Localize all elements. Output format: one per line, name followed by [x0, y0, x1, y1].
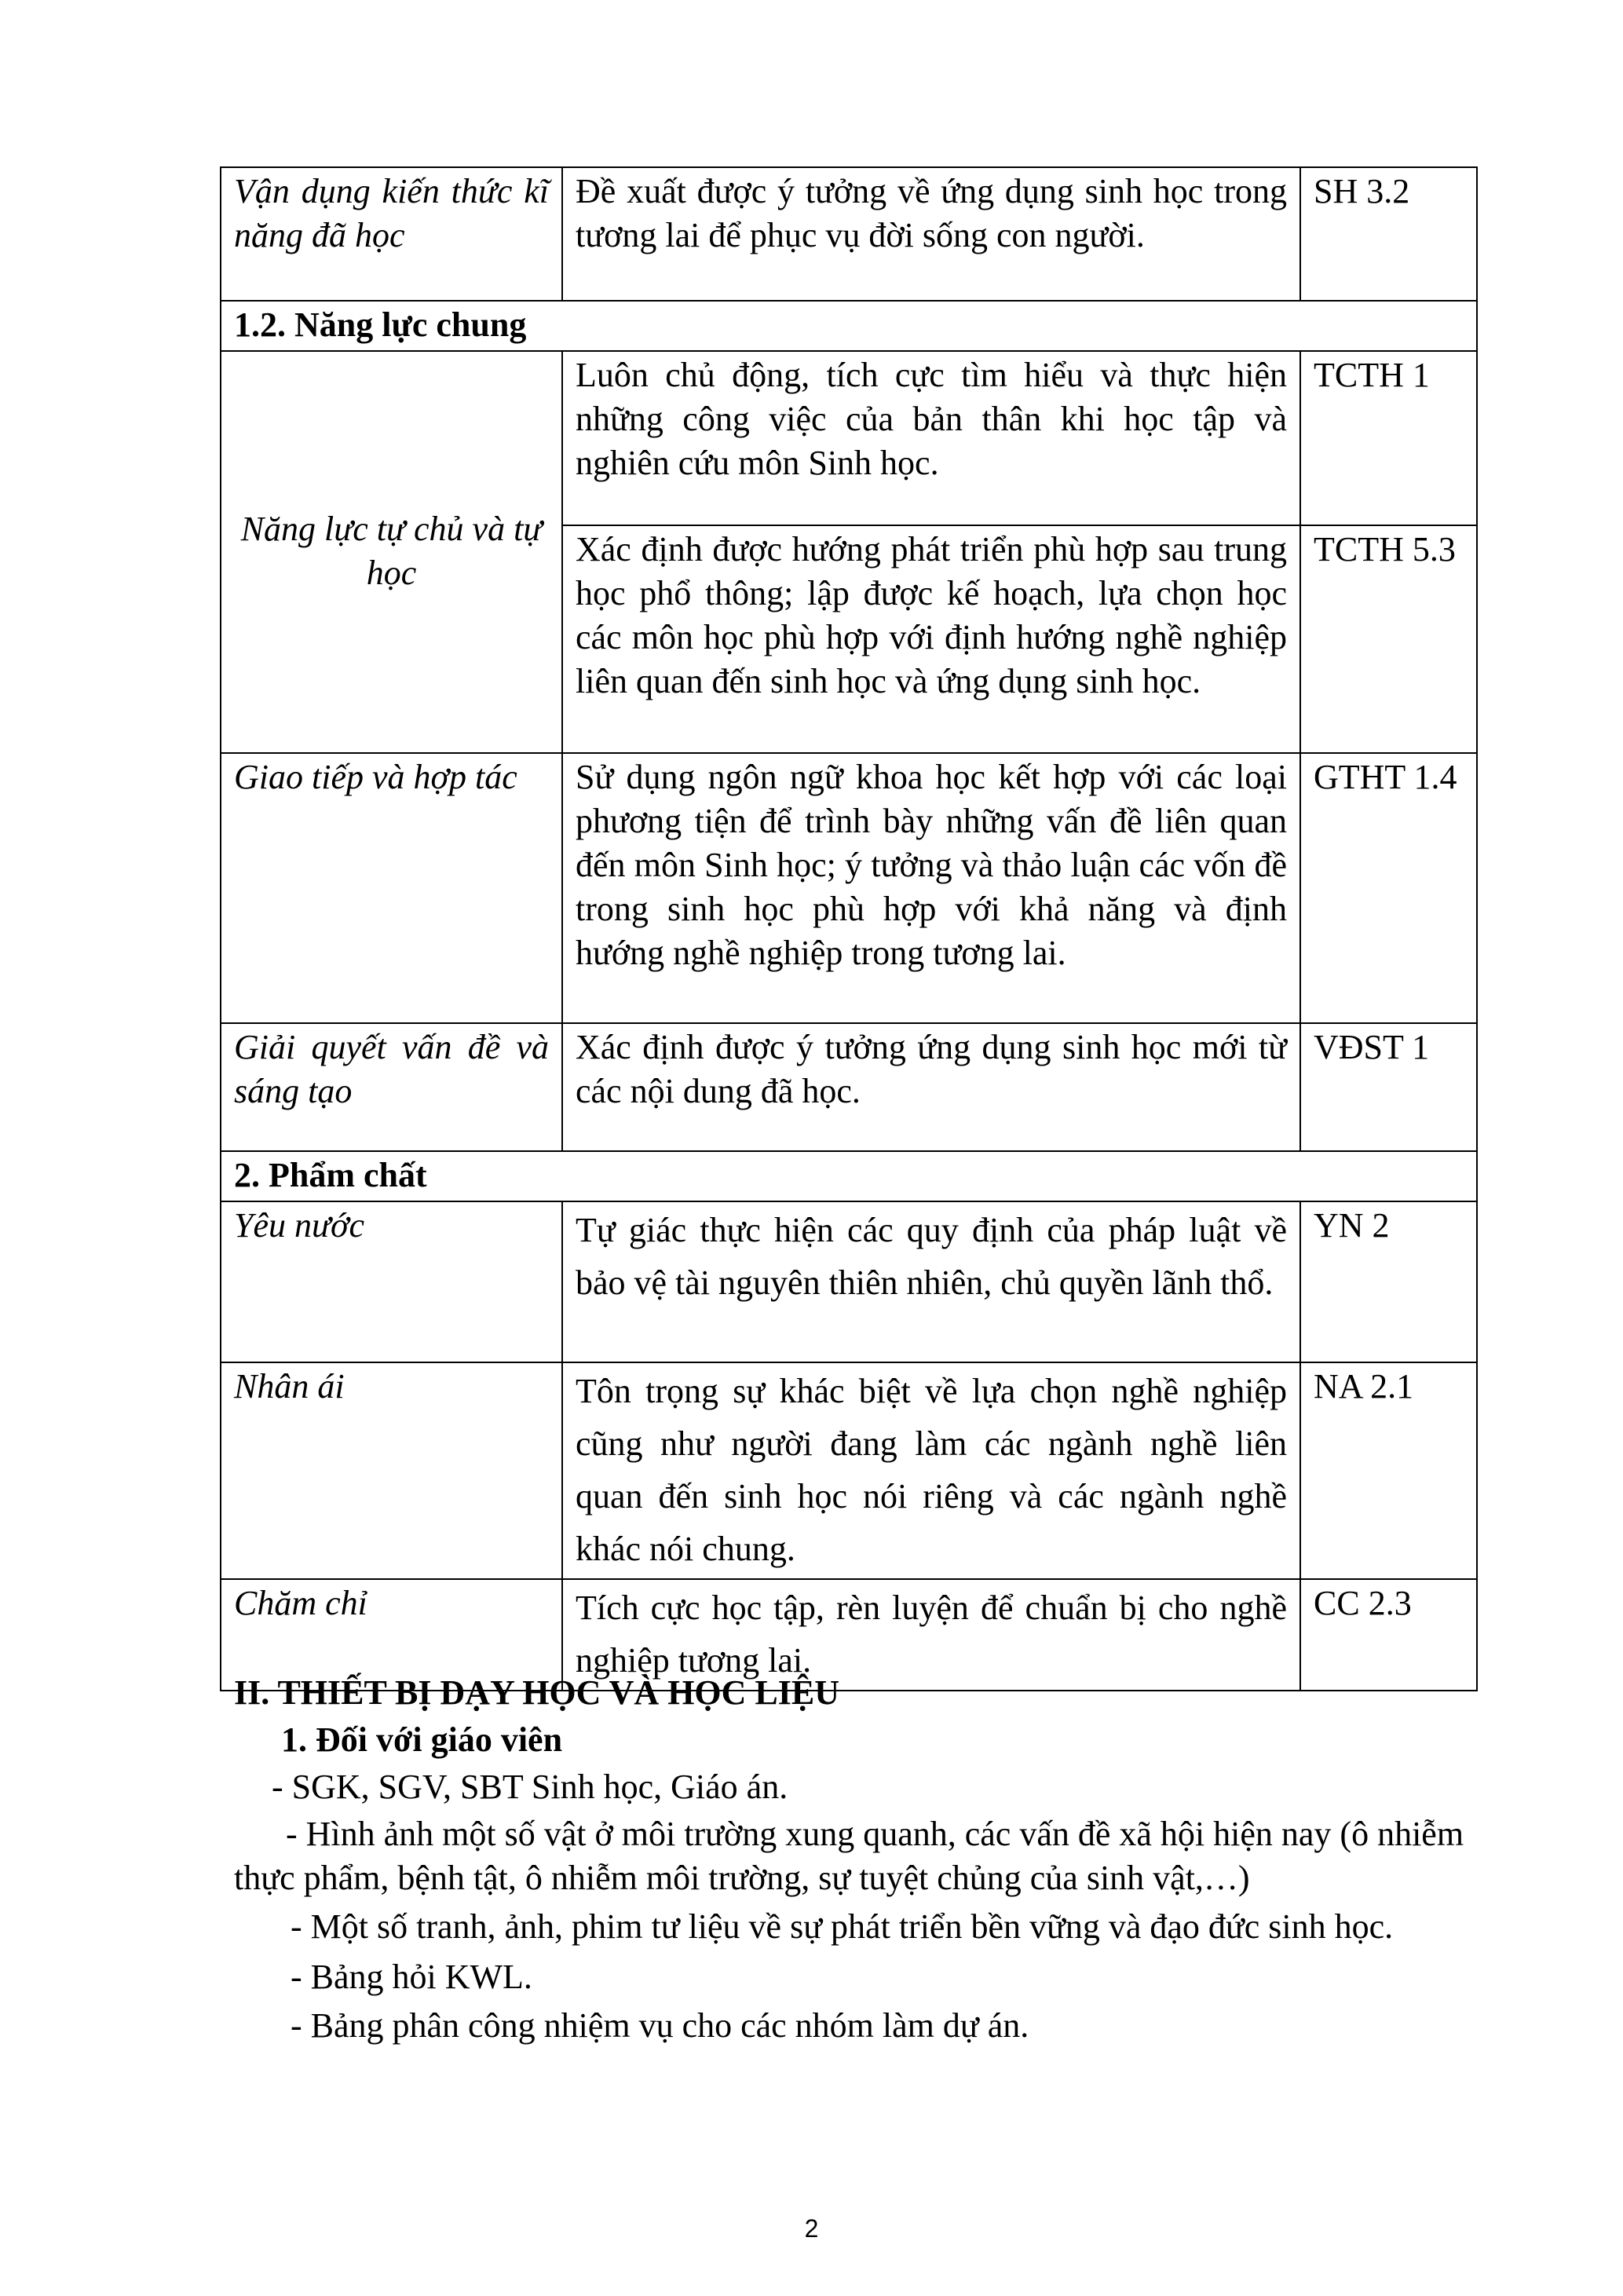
table-row	[221, 167, 1477, 301]
description-cell: Tôn trọng sự khác biệt về lựa chọn nghề nghiệp cũng như người đang làm các ngành nghề liên quan đến sinh học nói riêng và các ngành nghề khác nói chung.	[562, 1362, 1300, 1579]
list-item: - SGK, SGV, SBT Sinh học, Giáo án.	[272, 1768, 788, 1806]
table-row	[221, 1201, 1477, 1362]
list-item: - Bảng phân công nhiệm vụ cho các nhóm làm dự án.	[291, 2006, 1029, 2045]
code-cell: YN 2	[1300, 1201, 1477, 1362]
code-cell: VĐST 1	[1300, 1023, 1477, 1151]
page-number: 2	[804, 2214, 819, 2243]
criterion-cell: Giao tiếp và hợp tác	[221, 753, 562, 1023]
code-cell: TCTH 1	[1300, 351, 1477, 525]
criterion-cell: Năng lực tự chủ và tự học	[221, 351, 562, 753]
description-cell: Xác định được ý tưởng ứng dụng sinh học mới từ các nội dung đã học.	[562, 1023, 1300, 1151]
section-row	[221, 1151, 1477, 1201]
description-cell: Xác định được hướng phát triển phù hợp sau trung học phổ thông; lập được kế hoạch, lựa chọn học các môn học phù hợp với định hướng nghề nghiệp liên quan đến sinh học và ứng dụng sinh học.	[562, 525, 1300, 753]
table-row	[221, 753, 1477, 1023]
criterion-cell: Nhân ái	[221, 1362, 562, 1579]
criterion-cell: Chăm chỉ	[221, 1579, 562, 1691]
code-cell: TCTH 5.3	[1300, 525, 1477, 753]
description-cell: Tích cực học tập, rèn luyện để chuẩn bị cho nghề nghiệp tương lai.	[562, 1579, 1300, 1691]
section-heading: 1.2. Năng lực chung	[221, 301, 1477, 351]
table-row	[221, 1362, 1477, 1579]
code-cell: SH 3.2	[1300, 167, 1477, 301]
description-cell: Sử dụng ngôn ngữ khoa học kết hợp với các loại phương tiện để trình bày những vấn đề liên quan đến môn Sinh học; ý tưởng và thảo luận các vốn đề trong sinh học phù hợp với khả năng và định hướng nghề nghiệp trong tương lai.	[562, 753, 1300, 1023]
table-row	[221, 1023, 1477, 1151]
section-heading: 2. Phẩm chất	[221, 1151, 1477, 1201]
list-item: - Một số tranh, ảnh, phim tư liệu về sự phát triển bền vững và đạo đức sinh học.	[291, 1907, 1394, 1946]
code-cell: GTHT 1.4	[1300, 753, 1477, 1023]
table-row	[221, 351, 1477, 525]
description-cell: Tự giác thực hiện các quy định của pháp luật về bảo vệ tài nguyên thiên nhiên, chủ quyền lãnh thổ.	[562, 1201, 1300, 1362]
section-row	[221, 301, 1477, 351]
description-cell: Luôn chủ động, tích cực tìm hiểu và thực hiện những công việc của bản thân khi học tập và nghiên cứu môn Sinh học.	[562, 351, 1300, 525]
code-cell: NA 2.1	[1300, 1362, 1477, 1579]
section-heading: II. THIẾT BỊ DẠY HỌC VÀ HỌC LIỆU	[234, 1673, 840, 1712]
competency-table	[220, 166, 1478, 1691]
list-item: - Hình ảnh một số vật ở môi trường xung quanh, các vấn đề xã hội hiện nay (ô nhiễm thực phẩm, bệnh tật, ô nhiễm môi trường, sự tuyệt chủng của sinh vật,…)	[234, 1815, 1464, 1897]
subsection-heading: 1. Đối với giáo viên	[281, 1720, 563, 1759]
criterion-cell: Vận dụng kiến thức kĩ năng đã học	[221, 167, 562, 301]
description-cell: Đề xuất được ý tưởng về ứng dụng sinh học trong tương lai để phục vụ đời sống con người.	[562, 167, 1300, 301]
list-item: - Bảng hỏi KWL.	[291, 1958, 532, 1996]
criterion-cell: Yêu nước	[221, 1201, 562, 1362]
code-cell: CC 2.3	[1300, 1579, 1477, 1691]
equipment-section	[234, 1671, 1475, 2048]
criterion-cell: Giải quyết vấn đề và sáng tạo	[221, 1023, 562, 1151]
